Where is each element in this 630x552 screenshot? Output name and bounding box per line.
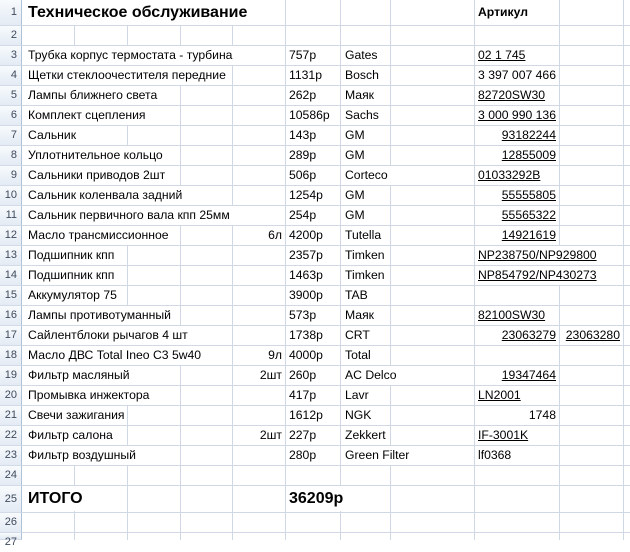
- page-title-cell[interactable]: Техническое обслуживание: [25, 0, 250, 25]
- cell-item-name[interactable]: Сальник коленвала задний: [25, 186, 185, 205]
- artikul-header-cell[interactable]: Артикул: [476, 0, 530, 25]
- cell-quantity[interactable]: 2шт: [234, 426, 282, 445]
- cell-brand[interactable]: Bosch: [342, 66, 382, 85]
- row-cells: [22, 533, 630, 540]
- cell-item-name[interactable]: Свечи зажигания: [25, 406, 127, 425]
- row-cells: [22, 226, 630, 246]
- cell-item-name[interactable]: Промывка инжектора: [25, 386, 152, 405]
- row-cells: [22, 446, 630, 466]
- row-cells: [22, 146, 630, 166]
- row-cells: [22, 513, 630, 533]
- row-cells: [22, 246, 630, 266]
- row-header[interactable]: 22: [0, 426, 22, 446]
- row-header[interactable]: 6: [0, 106, 22, 126]
- row-cells: [22, 286, 630, 306]
- cell-price[interactable]: 1131р: [287, 66, 324, 85]
- row-cells: [22, 466, 630, 486]
- row-header[interactable]: 7: [0, 126, 22, 146]
- table-row: [0, 186, 630, 206]
- cell-article-link[interactable]: 82100SW30: [476, 306, 547, 325]
- cell-article-link[interactable]: 93182244: [476, 126, 556, 145]
- row-cells: [22, 366, 630, 386]
- row-header[interactable]: 23: [0, 446, 22, 466]
- row-cells: [22, 86, 630, 106]
- cell-price[interactable]: 506р: [287, 166, 318, 185]
- table-row: [0, 466, 630, 486]
- row-cells: [22, 426, 630, 446]
- cell-brand[interactable]: GM: [342, 186, 368, 205]
- cell-brand[interactable]: TAB: [342, 286, 371, 305]
- cell-price[interactable]: 3900р: [287, 286, 325, 305]
- table-row: [0, 513, 630, 533]
- row-cells: [22, 126, 630, 146]
- table-row: [0, 146, 630, 166]
- cell-item-name[interactable]: Сайлентблоки рычагов 4 шт: [25, 326, 191, 345]
- row-cells: [22, 186, 630, 206]
- table-row: [0, 86, 630, 106]
- table-row: [0, 446, 630, 466]
- row-header[interactable]: 24: [0, 466, 22, 486]
- table-row: [0, 226, 630, 246]
- row-header[interactable]: 18: [0, 346, 22, 366]
- row-header[interactable]: 25: [0, 486, 22, 513]
- cell-price[interactable]: 1254р: [287, 186, 325, 205]
- cell-article-link[interactable]: 14921619: [476, 226, 556, 245]
- table-row: [0, 426, 630, 446]
- table-row: [0, 406, 630, 426]
- cell-brand[interactable]: Timken: [342, 246, 388, 265]
- cell-brand[interactable]: Timken: [342, 266, 388, 285]
- cell-brand[interactable]: Маяк: [342, 306, 377, 325]
- cell-brand[interactable]: GM: [342, 146, 368, 165]
- row-header[interactable]: 1: [0, 0, 22, 26]
- table-row: [0, 46, 630, 66]
- row-header[interactable]: 26: [0, 513, 22, 533]
- cell-article-link[interactable]: NP238750/NP929800: [476, 246, 599, 265]
- row-header[interactable]: 4: [0, 66, 22, 86]
- cell-quantity[interactable]: 2шт: [234, 366, 282, 385]
- cell-article[interactable]: 3 397 007 466: [476, 66, 556, 85]
- table-row: [0, 386, 630, 406]
- row-cells: [22, 406, 630, 426]
- row-cells: [22, 46, 630, 66]
- cell-item-name[interactable]: Сальник: [25, 126, 79, 145]
- cell-item-name[interactable]: Щетки стеклоочестителя передние: [25, 66, 229, 85]
- cell-quantity[interactable]: 9л: [234, 346, 282, 365]
- row-cells: [22, 166, 630, 186]
- cell-item-name[interactable]: Лампы ближнего света: [25, 86, 160, 105]
- cell-article-link[interactable]: 3 000 990 136: [476, 106, 556, 125]
- cell-item-name[interactable]: Сальник первичного вала кпп 25мм: [25, 206, 233, 225]
- cell-price[interactable]: 227р: [287, 426, 318, 445]
- table-row: [0, 286, 630, 306]
- cell-article-link[interactable]: 02 1 745: [476, 46, 527, 65]
- table-row: [0, 326, 630, 346]
- cell-brand[interactable]: NGK: [342, 406, 374, 425]
- cell-article-2-link[interactable]: 23063280: [562, 326, 620, 345]
- table-row: [0, 126, 630, 146]
- cell-brand[interactable]: GM: [342, 206, 368, 225]
- cell-brand[interactable]: Маяк: [342, 86, 377, 105]
- row-header[interactable]: 13: [0, 246, 22, 266]
- table-row: [0, 166, 630, 186]
- cell-price[interactable]: 4200р: [287, 226, 325, 245]
- row-header[interactable]: 17: [0, 326, 22, 346]
- row-header[interactable]: 8: [0, 146, 22, 166]
- row-header[interactable]: 2: [0, 26, 22, 46]
- cell-price[interactable]: 262р: [287, 86, 318, 105]
- cell-item-name[interactable]: Подшипник кпп: [25, 266, 117, 285]
- cell-price[interactable]: 2357р: [287, 246, 325, 265]
- table-row: [0, 26, 630, 46]
- row-cells: [22, 206, 630, 226]
- cell-brand[interactable]: Zekkert: [342, 426, 389, 445]
- cell-price[interactable]: 4000р: [287, 346, 325, 365]
- cell-item-name[interactable]: Фильтр воздушный: [25, 446, 139, 465]
- cell-brand[interactable]: Green Filter: [342, 446, 412, 465]
- row-header[interactable]: 5: [0, 86, 22, 106]
- cell-brand[interactable]: Total: [342, 346, 374, 365]
- total-value-cell[interactable]: 36209р: [287, 486, 345, 511]
- cell-price[interactable]: 417р: [287, 386, 318, 405]
- row-cells: [22, 66, 630, 86]
- cell-article-link[interactable]: 23063279: [476, 326, 556, 345]
- cell-article-link[interactable]: LN2001: [476, 386, 523, 405]
- table-row: [0, 533, 630, 548]
- row-header[interactable]: 20: [0, 386, 22, 406]
- row-cells: [22, 486, 630, 513]
- cell-price[interactable]: 280р: [287, 446, 318, 465]
- row-cells: [22, 266, 630, 286]
- cell-item-name[interactable]: Сальники приводов 2шт: [25, 166, 168, 185]
- cell-article-link[interactable]: 19347464: [476, 366, 556, 385]
- row-cells: [22, 26, 630, 46]
- cell-article-link[interactable]: IF-3001K: [476, 426, 530, 445]
- table-row: [0, 266, 630, 286]
- cell-brand[interactable]: CRT: [342, 326, 373, 345]
- cell-article-link[interactable]: 82720SW30: [476, 86, 547, 105]
- cell-brand[interactable]: Sachs: [342, 106, 382, 125]
- cell-price[interactable]: 1738р: [287, 326, 325, 345]
- table-row: [0, 306, 630, 326]
- cell-brand[interactable]: Corteco: [342, 166, 391, 185]
- cell-article[interactable]: 1748: [476, 406, 556, 425]
- cell-brand[interactable]: GM: [342, 126, 368, 145]
- cell-article-link[interactable]: 55555805: [476, 186, 556, 205]
- row-header[interactable]: 3: [0, 46, 22, 66]
- row-header[interactable]: 21: [0, 406, 22, 426]
- row-header[interactable]: 11: [0, 206, 22, 226]
- total-label-cell[interactable]: ИТОГО: [25, 486, 86, 511]
- cell-item-name[interactable]: Масло трансмиссионное: [25, 226, 172, 245]
- row-cells: [22, 0, 630, 26]
- row-cells: [22, 326, 630, 346]
- row-cells: [22, 106, 630, 126]
- row-header[interactable]: 10: [0, 186, 22, 206]
- row-cells: [22, 386, 630, 406]
- cell-price[interactable]: 1612р: [287, 406, 325, 425]
- cell-item-name[interactable]: Масло ДВС Total Ineo C3 5w40: [25, 346, 204, 365]
- table-row: [0, 366, 630, 386]
- table-row: [0, 0, 630, 26]
- cell-article-link[interactable]: 01033292B: [476, 166, 542, 185]
- table-row: [0, 246, 630, 266]
- row-cells: [22, 306, 630, 326]
- cell-brand[interactable]: AC Delco: [342, 366, 399, 385]
- row-header[interactable]: 15: [0, 286, 22, 306]
- cell-price[interactable]: 1463р: [287, 266, 325, 285]
- table-row: [0, 106, 630, 126]
- cell-price[interactable]: 143р: [287, 126, 318, 145]
- row-header[interactable]: 27: [0, 533, 22, 540]
- row-header[interactable]: 9: [0, 166, 22, 186]
- cell-price[interactable]: 10586р: [287, 106, 332, 125]
- cell-item-name[interactable]: Комплект сцепления: [25, 106, 149, 125]
- cell-item-name[interactable]: Подшипник кпп: [25, 246, 117, 265]
- cell-price[interactable]: 757р: [287, 46, 318, 65]
- cell-item-name[interactable]: Уплотнительное кольцо: [25, 146, 166, 165]
- cell-brand[interactable]: Gates: [342, 46, 381, 65]
- row-header[interactable]: 16: [0, 306, 22, 326]
- cell-item-name[interactable]: Лампы противотуманный: [25, 306, 174, 325]
- cell-brand[interactable]: Tutella: [342, 226, 384, 245]
- cell-article[interactable]: lf0368: [476, 446, 513, 465]
- table-row: [0, 346, 630, 366]
- row-header[interactable]: 12: [0, 226, 22, 246]
- cell-item-name[interactable]: Фильтр салона: [25, 426, 116, 445]
- cell-price[interactable]: 289р: [287, 146, 318, 165]
- row-header[interactable]: 14: [0, 266, 22, 286]
- cell-item-name[interactable]: Трубка корпус термостата - турбина: [25, 46, 235, 65]
- cell-price[interactable]: 260р: [287, 366, 318, 385]
- cell-brand[interactable]: Lavr: [342, 386, 372, 405]
- row-header[interactable]: 19: [0, 366, 22, 386]
- cell-article-link[interactable]: NP854792/NP430273: [476, 266, 599, 285]
- cell-article-link[interactable]: 55565322: [476, 206, 556, 225]
- table-row: [0, 486, 630, 513]
- table-row: [0, 66, 630, 86]
- cell-article-link[interactable]: 12855009: [476, 146, 556, 165]
- cell-item-name[interactable]: Аккумулятор 75: [25, 286, 120, 305]
- row-cells: [22, 346, 630, 366]
- cell-price[interactable]: 573р: [287, 306, 318, 325]
- cell-item-name[interactable]: Фильтр масляный: [25, 366, 133, 385]
- cell-price[interactable]: 254р: [287, 206, 318, 225]
- table-row: [0, 206, 630, 226]
- cell-quantity[interactable]: 6л: [234, 226, 282, 245]
